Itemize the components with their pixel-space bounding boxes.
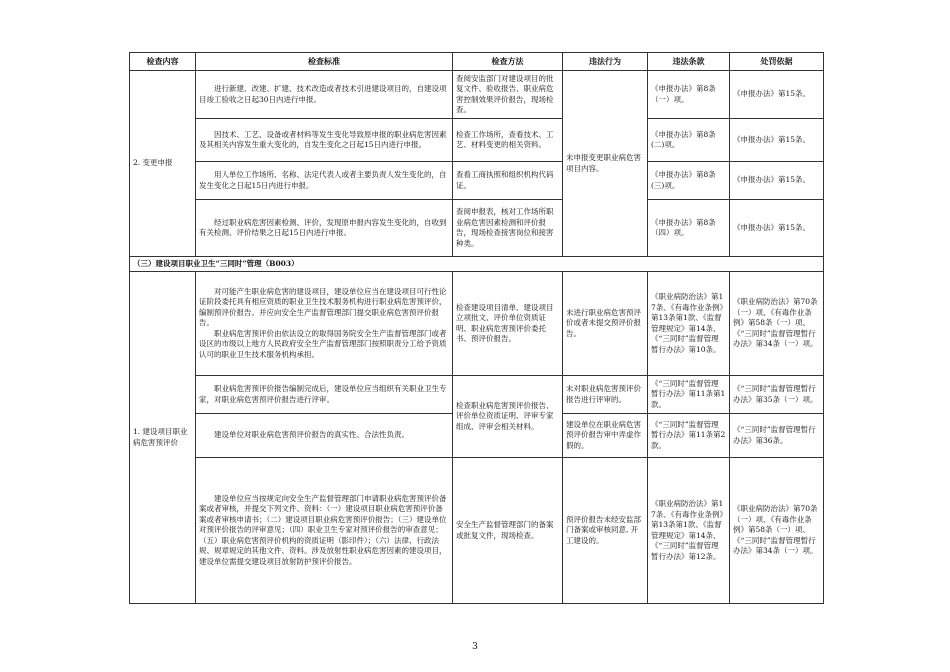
- cell-basis: 《“三同时”监督管理暂行办法》第35条（一）项。: [730, 376, 824, 414]
- cell-clause: 《“三同时”监督管理暂行办法》第11条第1款。: [648, 376, 730, 414]
- cell-basis: 《申报办法》第15条。: [730, 200, 824, 257]
- table-row: [130, 272, 824, 376]
- section-title: （三）建设项目职业卫生“三同时”管理（B003）: [130, 257, 824, 272]
- table-row: [130, 458, 824, 604]
- cell-violation: 未申报变更职业病危害项目内容。: [563, 71, 648, 257]
- col-header-content: 检查内容: [130, 53, 196, 71]
- cell-standard: 建设单位应当按规定向安全生产监督管理部门申请职业病危害预评价备案或者审核，并提交下列文件、资料：（一）建设项目职业病危害预评价备案或者审核申请书；（二）建设项目职业病危害预评价报告；（三）建设单位对预评价报告的评审意见；（四）职业卫生专家对预评价报告的审查意见；（五）职业病危害预评价机构的资质证明（影印件）；（六）法律、行政法规、规章规定的其他文件、资料。涉及放射性职业病危害因素的建设项目，建设单位需提交建设项目放射防护预评价报告。: [196, 458, 453, 604]
- cell-standard: 用人单位工作场所、名称、法定代表人或者主要负责人发生变化的，自发生变化之日起15日内进行申报。: [196, 162, 453, 200]
- cell-basis: 《“三同时”监督管理暂行办法》第36条。: [730, 414, 824, 458]
- standard-paragraph: 对可能产生职业病危害的建设项目，建设单位应当在建设项目可行性论证阶段委托具有相应资质的职业卫生技术服务机构进行职业病危害预评价，编制预评价报告。并应向安全生产监督管理部门提交职业病危害预评价报告。: [199, 286, 447, 328]
- cell-clause: 《职业病防治法》第17条、《有毒作业条例》第13条第1款、《监督管理规定》第14条、《“三同时”监督管理暂行办法》第10条。: [648, 272, 730, 376]
- table-row: [130, 200, 824, 257]
- cell-standard: 因技术、工艺、设备或者材料等发生变化导致原申报的职业病危害因素及其相关内容发生重大变化的，自发生变化之日起15日内进行申报。: [196, 119, 453, 162]
- table-row: [130, 162, 824, 200]
- cell-method: 查阅安监部门对建设项目的批复文件、验收报告、职业病危害控制效果评价报告，现场检查。: [453, 71, 563, 119]
- cell-clause: 《申报办法》第8条(二)项。: [648, 119, 730, 162]
- header-row: [130, 53, 824, 71]
- section-row: [130, 257, 824, 272]
- cell-violation: 未进行职业病危害预评价或者未提交预评价报告。: [563, 272, 648, 376]
- col-header-standard: 检查标准: [196, 53, 453, 71]
- cell-standard: 建设单位对职业病危害预评价报告的真实性、合法性负责。: [196, 414, 453, 458]
- inspection-table: [129, 52, 824, 604]
- cell-clause: 《职业病防治法》第17条、《有毒作业条例》第13条第1款、《监督管理规定》第14条、《“三同时”监督管理暂行办法》第12条。: [648, 458, 730, 604]
- cell-clause: 《申报办法》第8条（四）项。: [648, 200, 730, 257]
- cell-method: 查看工商执照和组织机构代码证。: [453, 162, 563, 200]
- cell-violation: 未对职业病危害预评价报告进行评审的。: [563, 376, 648, 414]
- cell-standard: [196, 272, 453, 376]
- cell-violation: 建设单位在职业病危害预评价报告审中弄虚作假的。: [563, 414, 648, 458]
- cell-basis: 《申报办法》第15条。: [730, 162, 824, 200]
- cell-basis: 《申报办法》第15条。: [730, 71, 824, 119]
- cell-clause: 《申报办法》第8条(三)项。: [648, 162, 730, 200]
- cell-method: 查阅申报表，核对工作场所职业病危害因素检测和评价报告，现场检查接害岗位和接害种类。: [453, 200, 563, 257]
- cell-method: 检查工作场所，查看技术、工艺、材料变更的相关资料。: [453, 119, 563, 162]
- cell-method: 检查职业病危害预评价报告、评价单位资质证明、评审专家组成、评审会相关材料。: [453, 376, 563, 458]
- cell-clause: 《申报办法》第8条（一）项。: [648, 71, 730, 119]
- cell-content: 2. 变更申报: [130, 71, 196, 257]
- cell-basis: 《职业病防治法》第70条（一）项、《有毒作业条例》第58条（一）项、《“三同时”监督管理暂行办法》第34条（一）项。: [730, 272, 824, 376]
- table-row: [130, 71, 824, 119]
- cell-basis: 《职业病防治法》第70条（一）项、《有毒作业条例》第58条（一）项、《“三同时”监督管理暂行办法》第34条（一）项。: [730, 458, 824, 604]
- cell-basis: 《申报办法》第15条。: [730, 119, 824, 162]
- table-row: [130, 119, 824, 162]
- table-row: [130, 376, 824, 414]
- col-header-basis: 处罚依据: [730, 53, 824, 71]
- cell-method: 安全生产监督管理部门的备案或批复文件，现场检查。: [453, 458, 563, 604]
- cell-clause: 《“三同时”监督管理暂行办法》第11条第2款。: [648, 414, 730, 458]
- col-header-clause: 违法条款: [648, 53, 730, 71]
- cell-standard: 职业病危害预评价报告编制完成后，建设单位应当组织有关职业卫生专家，对职业病危害预评价报告进行评审。: [196, 376, 453, 414]
- cell-method: 检查建设项目清单、建设项目立项批文、评价单位资质证明、职业病危害预评价委托书、预评价报告。: [453, 272, 563, 376]
- page-number: 3: [472, 642, 478, 652]
- cell-violation: 预评价报告未经安监部门备案或审核同意, 开工建设的。: [563, 458, 648, 604]
- cell-standard: 进行新建、改建、扩建、技术改造或者技术引进建设项目的，自建设项目竣工验收之日起30日内进行申报。: [196, 71, 453, 119]
- cell-content: 1. 建设项目职业病危害预评价: [130, 272, 196, 604]
- col-header-violation: 违法行为: [563, 53, 648, 71]
- cell-standard: 经过职业病危害因素检测、评价，发现原申报内容发生变化的，自收到有关检测、评价结果之日起15日内进行申报。: [196, 200, 453, 257]
- standard-paragraph: 职业病危害预评价由依法设立的取得国务院安全生产监督管理部门或者设区的市级以上地方人民政府安全生产监督管理部门按照职责分工给予资质认可的职业卫生技术服务机构承担。: [199, 328, 447, 359]
- col-header-method: 检查方法: [453, 53, 563, 71]
